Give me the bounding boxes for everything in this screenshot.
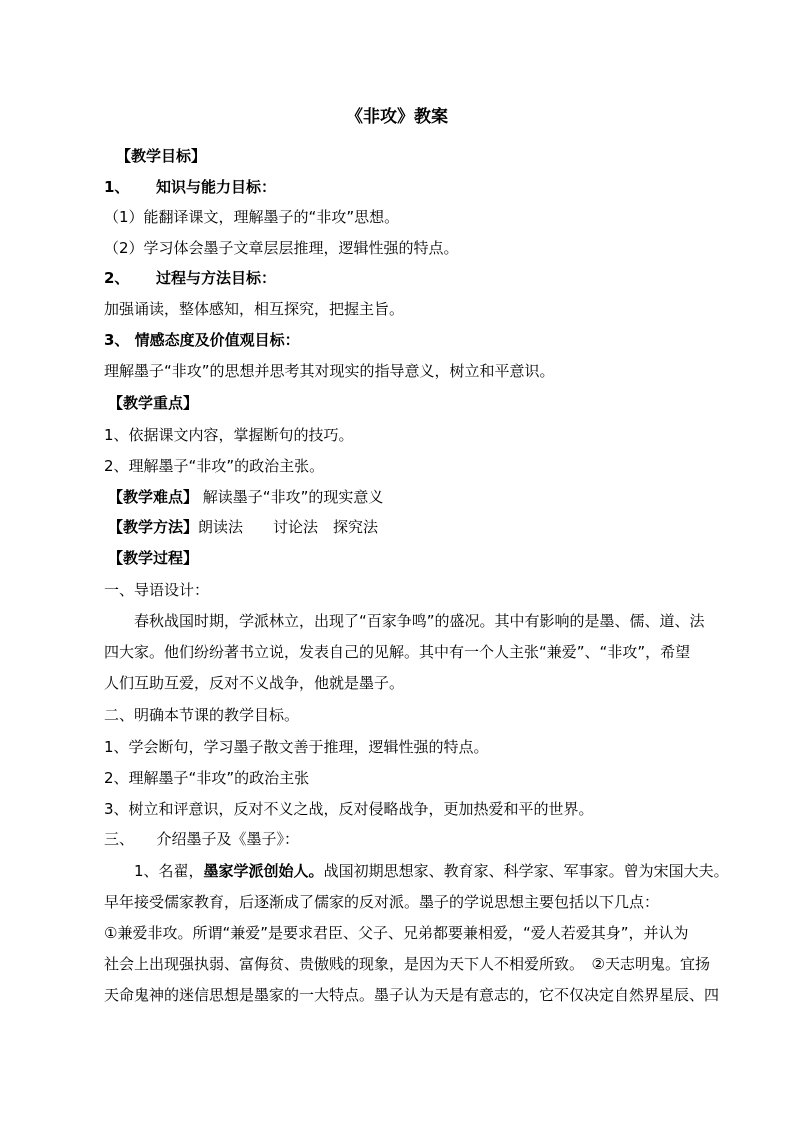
part2-heading: 二、明确本节课的教学目标。 (104, 706, 300, 724)
intro-text: 战国初期思想家、教育家、科学家、军事家。曾为宋国大夫。 (323, 862, 729, 880)
part1-heading: 一、导语设计： (104, 581, 210, 599)
goal2-text: 加强诵读，整体感知，相互探究，把握主旨。 (104, 300, 405, 318)
goal1-item: （2）学习体会墨子文章层层推理，逻辑性强的特点。 (104, 239, 459, 257)
goal1-heading (104, 177, 276, 197)
key-point-item: 1、依据课文内容，掌握断句的技巧。 (104, 426, 354, 444)
goal3-text: 理解墨子“非攻”的思想并思考其对现实的指导意义，树立和平意识。 (104, 362, 555, 380)
process-heading: 【教学过程】 (108, 549, 199, 567)
part2-item: 3、树立和评意识，反对不义之战，反对侵略战争，更加热爱和平的世界。 (104, 800, 594, 818)
intro-text: 1、名翟， (104, 862, 204, 880)
goal1-item: （1）能翻译课文，理解墨子的“非攻”思想。 (104, 208, 400, 226)
difficulty-label: 【教学难点】 (108, 488, 199, 506)
goals-heading: 【教学目标】 (116, 147, 207, 165)
methods-line (108, 517, 378, 537)
difficulty-text: 解读墨子“非攻”的现实意义 (202, 488, 384, 506)
goal1-label: 知识与能力目标： (156, 178, 277, 196)
goal2-label: 过程与方法目标： (156, 269, 277, 287)
paragraph-line: 早年接受儒家教育，后逐渐成了儒家的反对派。墨子的学说思想主要包括以下几点： (104, 893, 660, 911)
key-points-heading: 【教学重点】 (108, 394, 199, 412)
paragraph-line: ①兼爱非攻。所谓“兼爱”是要求君臣、父子、兄弟都要兼相爱，“爱人若爱其身”，并认为 (104, 924, 689, 942)
part2-item: 1、学会断句，学习墨子散文善于推理，逻辑性强的特点。 (104, 738, 489, 756)
paragraph-line: 社会上出现强执弱、富侮贫、贵傲贱的现象，是因为天下人不相爱所致。 ②天志明鬼。宜扬 (104, 955, 710, 973)
goal2-number: 2、 (104, 269, 130, 287)
goal2-heading (104, 268, 276, 288)
methods-text: 朗读法 讨论法 探究法 (198, 518, 379, 536)
document-title: 《非攻》教案 (346, 107, 448, 127)
methods-label: 【教学方法】 (108, 518, 199, 536)
difficulty-line (108, 487, 383, 507)
goal3-heading: 3、 情感态度及价值观目标： (104, 331, 300, 349)
intro-line (104, 861, 729, 881)
key-point-item: 2、理解墨子“非攻”的政治主张。 (104, 457, 325, 475)
part3-heading: 三、 介绍墨子及《墨子》： (104, 830, 300, 848)
intro-bold-text: 墨家学派创始人。 (203, 862, 324, 880)
paragraph-line: 人们互助互爱，反对不义战争，他就是墨子。 (104, 674, 405, 692)
paragraph-line: 春秋战国时期，学派林立，出现了“百家争鸣”的盛况。其中有影响的是墨、儒、道、法 (104, 612, 705, 630)
goal1-number: 1、 (104, 178, 130, 196)
paragraph-line: 天命鬼神的迷信思想是墨家的一大特点。墨子认为天是有意志的，它不仅决定自然界星辰、四 (104, 986, 720, 1004)
part2-item: 2、理解墨子“非攻”的政治主张 (104, 769, 310, 787)
paragraph-line: 四大家。他们纷纷著书立说，发表自己的见解。其中有一个人主张“兼爱”、“非攻”，希望 (104, 643, 691, 661)
